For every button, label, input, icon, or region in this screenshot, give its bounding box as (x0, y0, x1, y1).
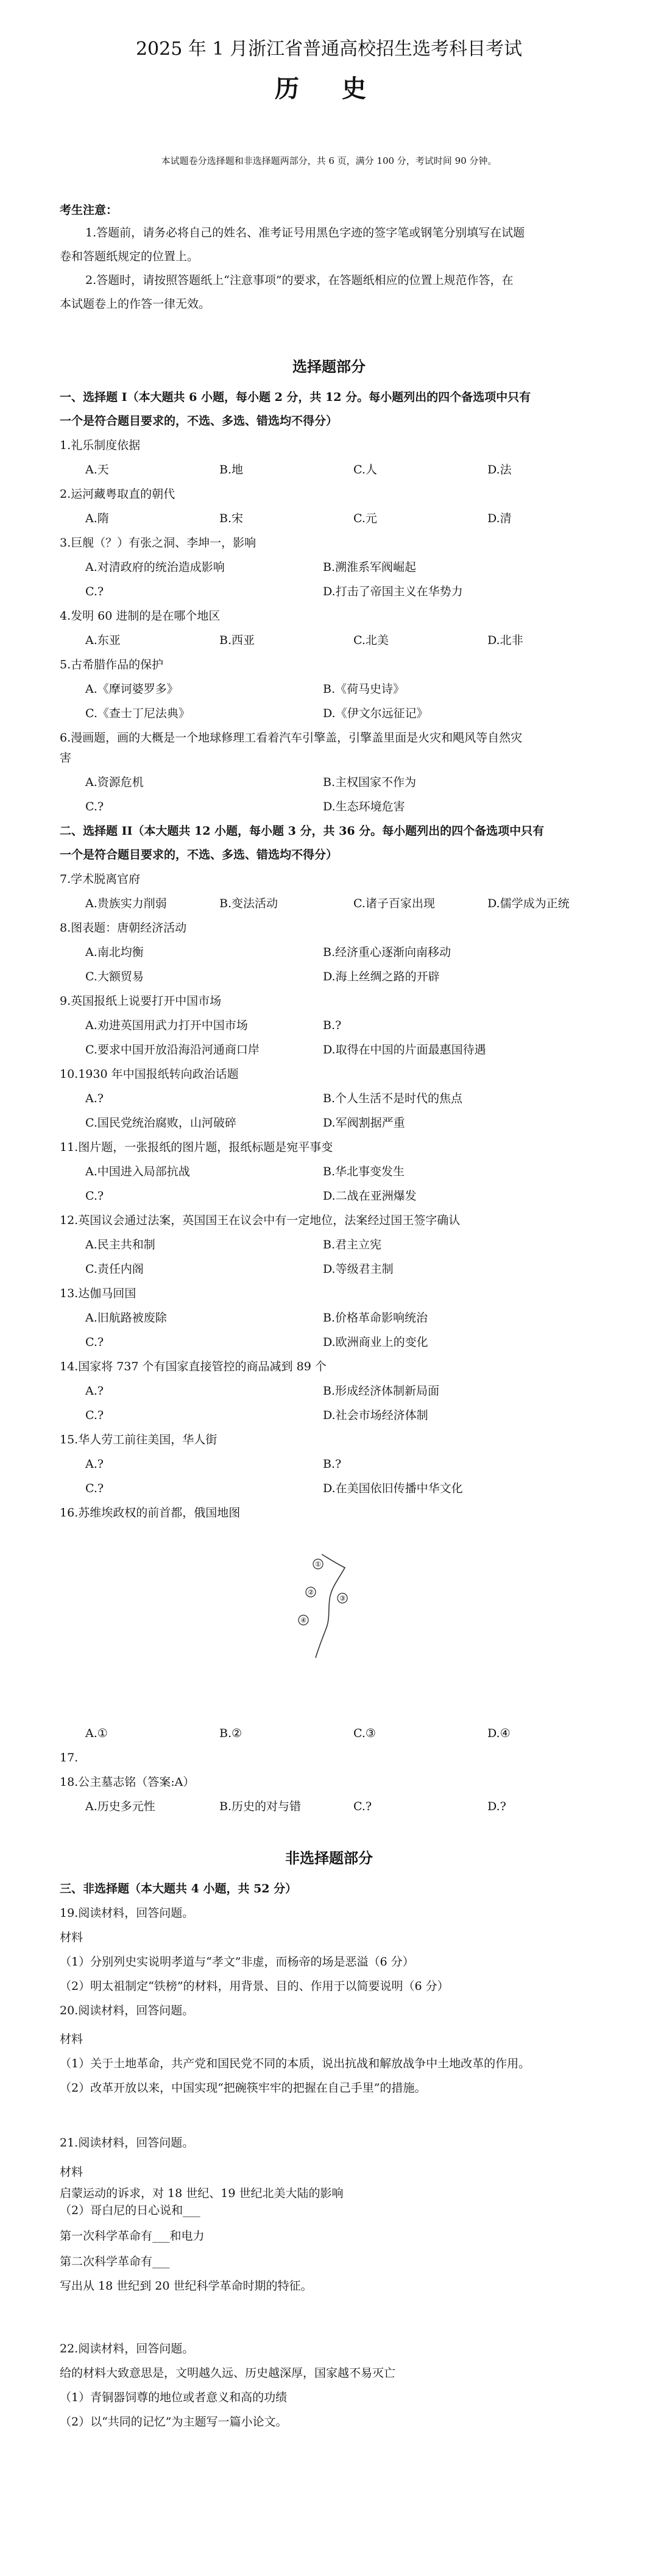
russia-map-figure (286, 1551, 372, 1672)
question-2-option-a: A.隋 (85, 512, 109, 525)
question-11-option-b: B.华北事变发生 (323, 1165, 405, 1178)
question-8-option-a: A.南北均衡 (85, 946, 144, 959)
question-2-option-b: B.宋 (219, 512, 244, 525)
question-3-option-a: A.对清政府的统治造成影响 (85, 561, 225, 574)
question-14-option-a: A.? (85, 1384, 104, 1398)
question-3-option-c: C.? (85, 585, 104, 598)
question-13-option-d: D.欧洲商业上的变化 (323, 1336, 428, 1349)
question-3-option-d: D.打击了帝国主义在华势力 (323, 585, 463, 598)
question-9-option-d: D.取得在中国的片面最惠国待遇 (323, 1043, 486, 1056)
question-7-option-a: A.贵族实力削弱 (85, 897, 167, 910)
question-21-line-2: （2）哥白尼的日心说和___ (60, 2204, 200, 2217)
question-19-sub-2: （2）明太祖制定“铁榜”的材料，用背景、目的、作用于以简要说明（6 分） (60, 1980, 449, 1993)
section-3-heading: 三、非选择题（本大题共 4 小题，共 52 分） (60, 1882, 297, 1895)
question-16-option-b: B.② (219, 1727, 242, 1740)
question-14-option-b: B.形成经济体制新局面 (323, 1384, 440, 1398)
question-16-option-c: C.③ (353, 1727, 376, 1740)
question-11-option-a: A.中国进入局部抗战 (85, 1165, 190, 1178)
question-13-option-c: C.? (85, 1336, 104, 1349)
question-19-sub-1: （1）分别列史实说明孝道与“孝文”非虚，而杨帝的场是恶溢（6 分） (60, 1955, 414, 1969)
question-10-option-d: D.军阀割据严重 (323, 1116, 405, 1130)
question-18-stem: 18.公主墓志铭（答案:A） (60, 1775, 195, 1789)
question-8-option-b: B.经济重心逐渐向南移动 (323, 946, 451, 959)
question-15-stem: 15.华人劳工前往美国，华人街 (60, 1433, 218, 1446)
notice-title: 考生注意： (60, 203, 118, 217)
question-11-option-d: D.二战在亚洲爆发 (323, 1189, 417, 1203)
question-6-stem-line-1: 6.漫画题，画的大概是一个地球修理工看着汽车引擎盖，引擎盖里面是火灾和飓风等自然灾 (60, 731, 523, 745)
question-12-option-b: B.君主立宪 (323, 1238, 382, 1251)
question-11-stem: 11.图片题，一张报纸的图片题，报纸标题是宛平事变 (60, 1141, 333, 1154)
question-10-option-c: C.国民党统治腐败，山河破碎 (85, 1116, 236, 1130)
exam-title: 2025 年 1 月浙江省普通高校招生选考科目考试 (135, 38, 523, 60)
question-5-option-a: A.《摩诃婆罗多》 (85, 682, 179, 696)
map-marker-3: ③ (339, 1594, 345, 1602)
question-6-option-b: B.主权国家不作为 (323, 776, 417, 789)
question-22-stem: 22.阅读材料，回答问题。 (60, 2342, 194, 2355)
question-20-material-label: 材料 (60, 2033, 83, 2046)
question-22-line-3: （2）以“共同的记忆”为主题写一篇小论文。 (60, 2415, 288, 2429)
question-13-option-b: B.价格革命影响统治 (323, 1311, 428, 1325)
question-16-stem: 16.苏维埃政权的前首都，俄国地图 (60, 1506, 241, 1520)
notice-item-2-line-1: 2.答题时，请按照答题纸上“注意事项”的要求，在答题纸相应的位置上规范作答，在 (85, 274, 514, 287)
question-13-stem: 13.达伽马回国 (60, 1287, 136, 1300)
question-21-material-label: 材料 (60, 2165, 83, 2179)
notice-item-1-line-2: 卷和答题纸规定的位置上。 (60, 250, 199, 263)
question-15-option-d: D.在美国依旧传播中华文化 (323, 1482, 463, 1495)
question-4-option-b: B.西亚 (219, 634, 255, 647)
map-marker-2: ② (308, 1588, 314, 1596)
question-21-line-3: 第一次科学革命有___和电力 (60, 2229, 205, 2243)
question-5-option-c: C.《查士丁尼法典》 (85, 707, 190, 720)
question-21-line-5: 写出从 18 世纪到 20 世纪科学革命时期的特征。 (60, 2279, 313, 2293)
question-12-option-c: C.责任内阁 (85, 1262, 144, 1276)
question-9-option-a: A.劝进英国用武力打开中国市场 (85, 1019, 248, 1032)
question-9-option-b: B.? (323, 1019, 342, 1032)
question-9-stem: 9.英国报纸上说要打开中国市场 (60, 994, 222, 1008)
question-18-option-c: C.? (353, 1800, 372, 1813)
question-22-line-2: （1）青铜器饲尊的地位或者意义和高的功绩 (60, 2391, 288, 2404)
question-19-stem: 19.阅读材料，回答问题。 (60, 1906, 194, 1920)
question-15-option-b: B.? (323, 1457, 342, 1471)
question-15-option-a: A.? (85, 1457, 104, 1471)
question-20-sub-1: （1）关于土地革命，共产党和国民党不同的本质，说出抗战和解放战争中土地改革的作用。 (60, 2057, 531, 2070)
question-4-option-a: A.东亚 (85, 634, 121, 647)
question-18-option-d: D.? (487, 1800, 506, 1813)
question-21-line-4: 第二次科学革命有___ (60, 2255, 170, 2268)
question-13-option-a: A.旧航路被废除 (85, 1311, 167, 1325)
question-12-stem: 12.英国议会通过法案，英国国王在议会中有一定地位，法案经过国王签字确认 (60, 1214, 461, 1227)
question-3-stem: 3.巨舰（？）有张之洞、李坤一，影响 (60, 536, 256, 550)
question-18-option-a: A.历史多元性 (85, 1800, 155, 1813)
question-2-option-d: D.清 (487, 512, 512, 525)
question-11-option-c: C.? (85, 1189, 104, 1203)
question-3-option-b: B.溯淮系军阀崛起 (323, 561, 417, 574)
question-7-option-d: D.儒学成为正统 (487, 897, 570, 910)
question-19-material-label: 材料 (60, 1931, 83, 1944)
question-1-option-b: B.地 (219, 463, 244, 476)
question-5-option-b: B.《荷马史诗》 (323, 682, 405, 696)
question-12-option-d: D.等级君主制 (323, 1262, 394, 1276)
question-4-option-d: D.北非 (487, 634, 523, 647)
map-marker-4: ④ (300, 1616, 306, 1624)
question-4-stem: 4.发明 60 进制的是在哪个地区 (60, 609, 221, 623)
question-10-stem: 10.1930 年中国报纸转向政治话题 (60, 1067, 239, 1081)
exam-info: 本试题卷分选择题和非选择题两部分，共 6 页，满分 100 分，考试时间 90 分钟。 (161, 155, 497, 166)
question-17-stem: 17. (60, 1751, 79, 1764)
question-8-option-d: D.海上丝绸之路的开辟 (323, 970, 440, 983)
question-6-option-c: C.? (85, 800, 104, 813)
question-1-option-c: C.人 (353, 463, 377, 476)
question-2-option-c: C.元 (353, 512, 377, 525)
question-6-stem-line-2: 害 (60, 751, 72, 765)
choice-part-title: 选择题部分 (292, 358, 366, 375)
section-2-heading-line-2: 一个是符合题目要求的，不选、多选、错选均不得分） (60, 848, 338, 862)
question-6-option-a: A.资源危机 (85, 776, 144, 789)
section-1-heading-line-2: 一个是符合题目要求的，不选、多选、错选均不得分） (60, 414, 338, 428)
map-marker-1: ① (315, 1560, 321, 1568)
question-20-sub-2: （2）改革开放以来，中国实现“把碗筷牢牢的把握在自己手里”的措施。 (60, 2081, 426, 2095)
question-16-option-d: D.④ (487, 1727, 511, 1740)
question-2-stem: 2.运河藏粤取直的朝代 (60, 487, 175, 501)
section-2-heading-line-1: 二、选择题 II（本大题共 12 小题，每小题 3 分，共 36 分。每小题列出的四个备选项中只有 (60, 824, 545, 838)
question-22-line-1: 给的材料大致意思是，文明越久远、历史越深厚，国家越不易灭亡 (60, 2366, 396, 2380)
question-6-option-d: D.生态环境危害 (323, 800, 405, 813)
question-4-option-c: C.北美 (353, 634, 389, 647)
notice-item-2-line-2: 本试题卷上的作答一律无效。 (60, 297, 211, 311)
question-1-option-a: A.天 (85, 463, 109, 476)
question-14-stem: 14.国家将 737 个有国家直接管控的商品减到 89 个 (60, 1360, 327, 1373)
question-5-option-d: D.《伊文尔远征记》 (323, 707, 428, 720)
question-1-stem: 1.礼乐制度依据 (60, 439, 141, 452)
question-7-stem: 7.学术脱离官府 (60, 872, 141, 886)
question-1-option-d: D.法 (487, 463, 512, 476)
question-15-option-c: C.? (85, 1482, 104, 1495)
question-5-stem: 5.古希腊作品的保护 (60, 658, 164, 671)
question-9-option-c: C.要求中国开放沿海沿河通商口岸 (85, 1043, 260, 1056)
question-8-option-c: C.大额贸易 (85, 970, 144, 983)
question-10-option-a: A.? (85, 1092, 104, 1105)
notice-item-1-line-1: 1.答题前，请务必将自己的姓名、准考证号用黑色字迹的签字笔或钢笔分别填写在试题 (85, 226, 525, 239)
question-16-option-a: A.① (85, 1727, 108, 1740)
map-coastline (316, 1554, 345, 1658)
question-8-stem: 8.图表题：唐朝经济活动 (60, 921, 187, 935)
subject-title: 历 史 (275, 74, 383, 103)
non-choice-part-title: 非选择题部分 (285, 1849, 373, 1867)
question-10-option-b: B.个人生活不是时代的焦点 (323, 1092, 463, 1105)
question-18-option-b: B.历史的对与错 (219, 1800, 302, 1813)
question-12-option-a: A.民主共和制 (85, 1238, 155, 1251)
section-1-heading-line-1: 一、选择题 I（本大题共 6 小题，每小题 2 分，共 12 分。每小题列出的四个备选项中只有 (60, 391, 531, 404)
question-7-option-c: C.诸子百家出现 (353, 897, 435, 910)
question-14-option-d: D.社会市场经济体制 (323, 1409, 428, 1422)
question-14-option-c: C.? (85, 1409, 104, 1422)
question-20-stem: 20.阅读材料，回答问题。 (60, 2004, 194, 2017)
question-21-stem: 21.阅读材料，回答问题。 (60, 2136, 194, 2150)
question-21-line-1: 启蒙运动的诉求，对 18 世纪、19 世纪北美大陆的影响 (60, 2187, 344, 2200)
question-7-option-b: B.变法活动 (219, 897, 278, 910)
